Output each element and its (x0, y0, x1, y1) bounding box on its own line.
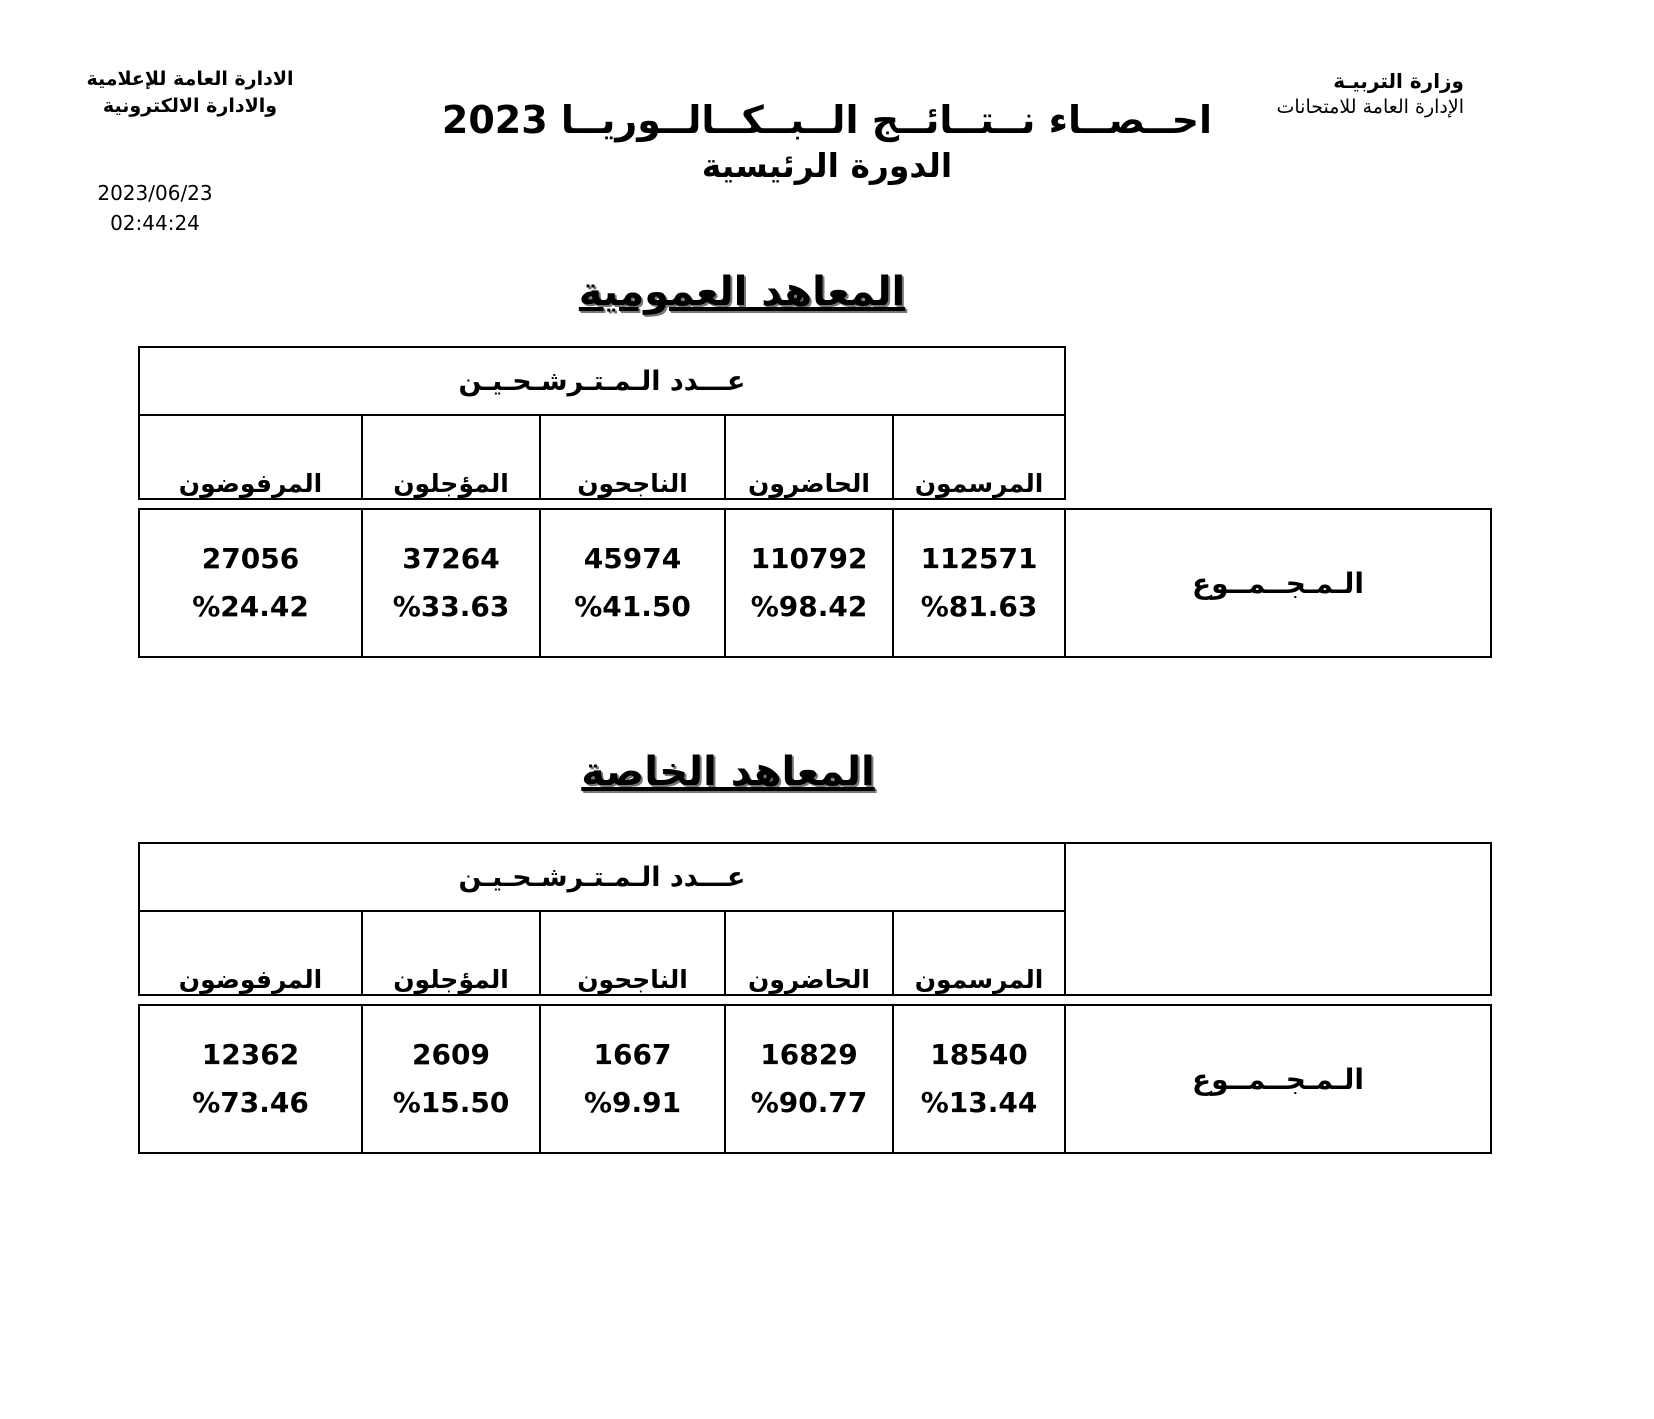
column-header: الحاضرون (725, 415, 893, 499)
value-cell: 2609 %15.50 (362, 1005, 540, 1153)
value-cell: 27056 %24.42 (139, 509, 362, 657)
corner-cell (1065, 347, 1491, 499)
column-header: المرفوضون (139, 415, 362, 499)
private-results-table (138, 842, 1492, 1154)
timestamp (80, 178, 230, 238)
public-results-table (138, 346, 1492, 658)
column-header: الحاضرون (725, 911, 893, 995)
value-cell: 1667 %9.91 (540, 1005, 725, 1153)
print-date: 2023/06/23 (97, 181, 213, 205)
value-cell: 37264 %33.63 (362, 509, 540, 657)
print-time: 02:44:24 (110, 211, 200, 235)
group-header: عـــدد الـمـتـرشـحـيـن (139, 843, 1065, 911)
section-title-public: المعاهد العمومية (578, 269, 906, 315)
group-header: عـــدد الـمـتـرشـحـيـن (139, 347, 1065, 415)
column-header: المؤجلون (362, 911, 540, 995)
column-header: المرسمون (893, 415, 1065, 499)
column-header: المرسمون (893, 911, 1065, 995)
column-header: الناجحون (540, 911, 725, 995)
row-label-total: الـمـجــمــوع (1065, 1005, 1491, 1153)
value-cell: 112571 %81.63 (893, 509, 1065, 657)
section-title-private: المعاهد الخاصة (581, 749, 875, 795)
media-dept-line2: والادارة الالكترونية (102, 95, 278, 117)
column-header: الناجحون (540, 415, 725, 499)
value-cell: 12362 %73.46 (139, 1005, 362, 1153)
page-title: احــصــاء نــتــائــج الــبــكــالــوريــا 2023 (441, 98, 1213, 142)
corner-cell (1065, 843, 1491, 995)
value-cell: 16829 %90.77 (725, 1005, 893, 1153)
ministry-name: وزارة التربيـة (1333, 69, 1464, 93)
page-subtitle: الدورة الرئيسية (701, 146, 953, 185)
column-header: المرفوضون (139, 911, 362, 995)
exams-department: الإدارة العامة للامتحانات (1276, 96, 1464, 118)
value-cell: 18540 %13.44 (893, 1005, 1065, 1153)
row-label-total: الـمـجــمــوع (1065, 509, 1491, 657)
column-header: المؤجلون (362, 415, 540, 499)
value-cell: 45974 %41.50 (540, 509, 725, 657)
media-dept-line1: الادارة العامة للإعلامية (86, 68, 294, 90)
value-cell: 110792 %98.42 (725, 509, 893, 657)
